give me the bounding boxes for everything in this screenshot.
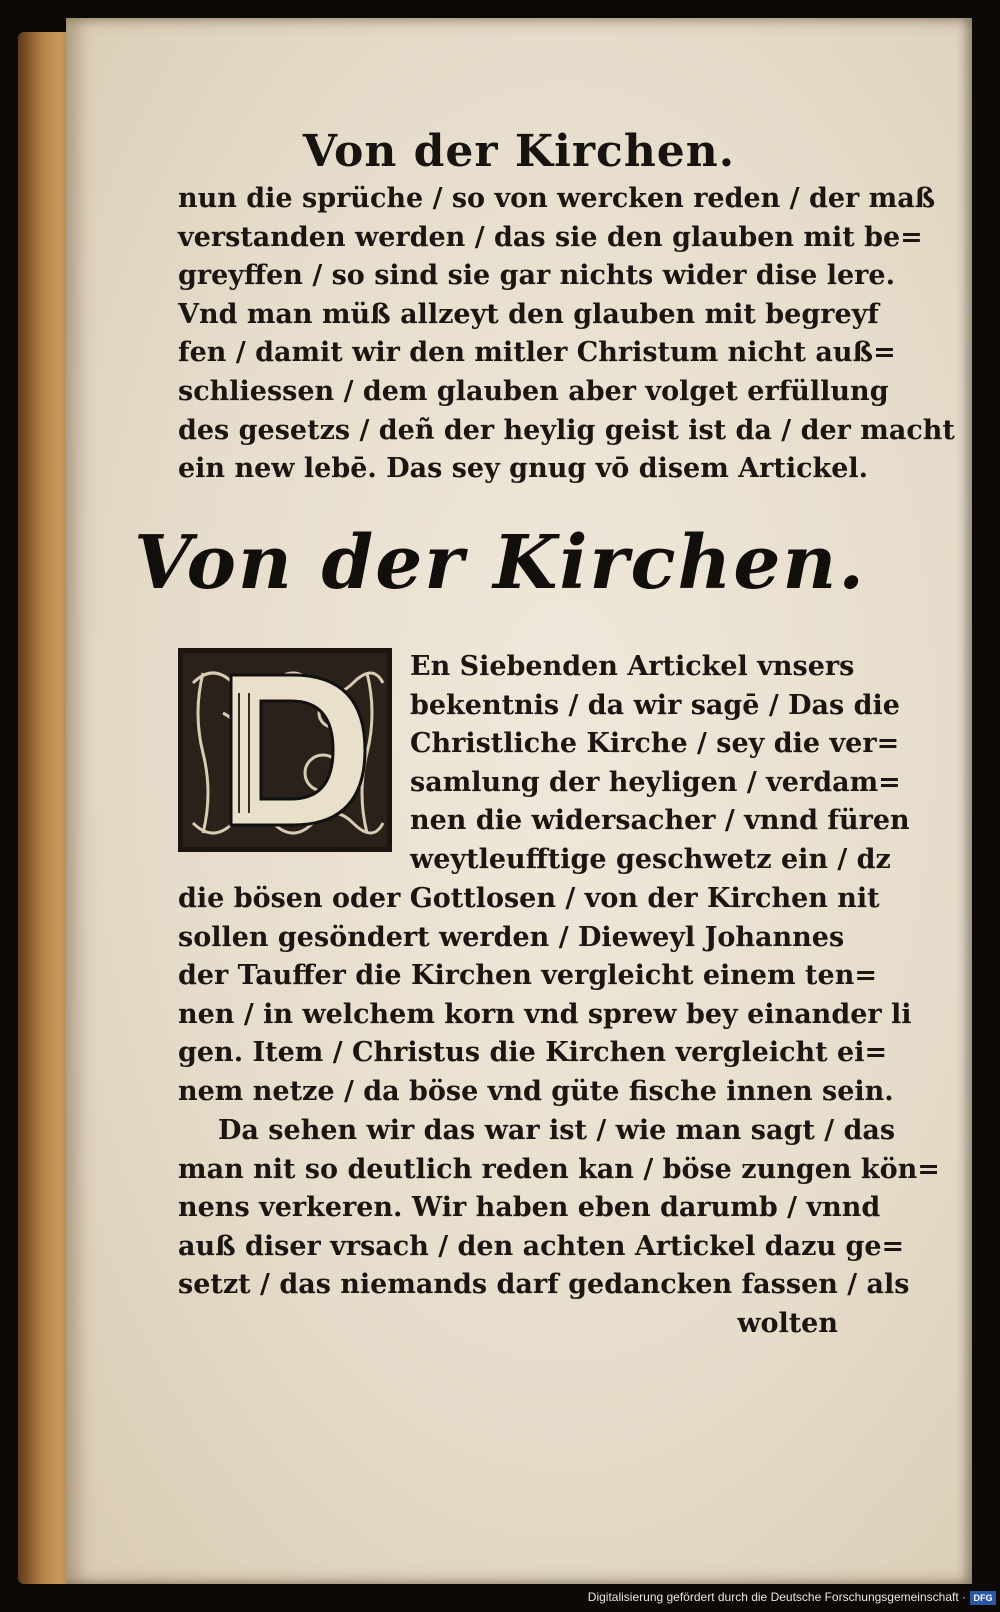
text-line: En Siebenden Artickel vnsers bbox=[410, 651, 855, 682]
text-line: bekentnis / da wir sagē / Das die bbox=[410, 689, 900, 721]
decorated-initial-image bbox=[183, 653, 387, 847]
text-line: man nit so deutlich reden kan / böse zungen kön= bbox=[178, 1153, 940, 1185]
running-head: Von der Kirchen. bbox=[302, 126, 736, 177]
text-line: auß diser vrsach / den achten Artickel dazu ge= bbox=[178, 1230, 905, 1262]
text-line: schliessen / dem glauben aber volget erfüllung bbox=[178, 375, 889, 407]
text-line: Vnd man müß allzeyt den glauben mit begreyf bbox=[178, 298, 879, 330]
text-line: des gesetzs / deñ der heylig geist ist da / der macht bbox=[178, 414, 955, 446]
text-line: Christliche Kirche / sey die ver= bbox=[410, 728, 900, 760]
text-line: Da sehen wir das war ist / wie man sagt / das bbox=[218, 1115, 896, 1146]
text-line: greyffen / so sind sie gar nichts wider dise lere. bbox=[178, 260, 895, 292]
text-line: nen / in welchem korn vnd sprew bey einander li bbox=[178, 998, 912, 1030]
text-line: gen. Item / Christus die Kirchen vergleicht ei= bbox=[178, 1037, 888, 1069]
dfg-logo-icon: DFG bbox=[970, 1591, 996, 1605]
text-line: nem netze / da böse vnd güte fische innen sein. bbox=[178, 1075, 894, 1107]
initial-letter: D bbox=[285, 663, 286, 664]
text-line: nun die sprüche / so von wercken reden / der maß bbox=[178, 183, 936, 214]
decorated-initial bbox=[178, 648, 392, 852]
section-heading: Von der Kirchen. bbox=[133, 520, 867, 606]
text-line: verstanden werden / das sie den glauben mit be= bbox=[178, 221, 923, 253]
text-line: weytleufftige geschwetz ein / dz bbox=[410, 843, 891, 875]
text-line: der Tauffer die Kirchen vergleicht einem ten= bbox=[178, 960, 877, 992]
text-line: setzt / das niemands darf gedancken fassen / als bbox=[178, 1269, 910, 1301]
text-line: die bösen oder Gottlosen / von der Kirchen nit bbox=[178, 883, 880, 914]
body-paragraph bbox=[178, 880, 912, 1112]
text-line: sollen gesöndert werden / Dieweyl Johannes bbox=[178, 921, 845, 953]
footer-credit: Digitalisierung gefördert durch die Deutsche Forschungsgemeinschaft · bbox=[587, 1590, 966, 1604]
wrapped-paragraph-start bbox=[410, 648, 910, 880]
text-line: fen / damit wir den mitler Christum nicht auß= bbox=[178, 337, 896, 369]
text-line: nen die widersacher / vnnd füren bbox=[410, 805, 910, 837]
catchword: wolten bbox=[737, 1307, 838, 1339]
second-paragraph bbox=[178, 1112, 940, 1344]
top-paragraph bbox=[178, 180, 955, 489]
text-line: nens verkeren. Wir haben eben darumb / vnnd bbox=[178, 1192, 881, 1224]
text-line: samlung der heyligen / verdam= bbox=[410, 766, 901, 798]
text-line: ein new lebē. Das sey gnug vō disem Artickel. bbox=[178, 453, 869, 485]
